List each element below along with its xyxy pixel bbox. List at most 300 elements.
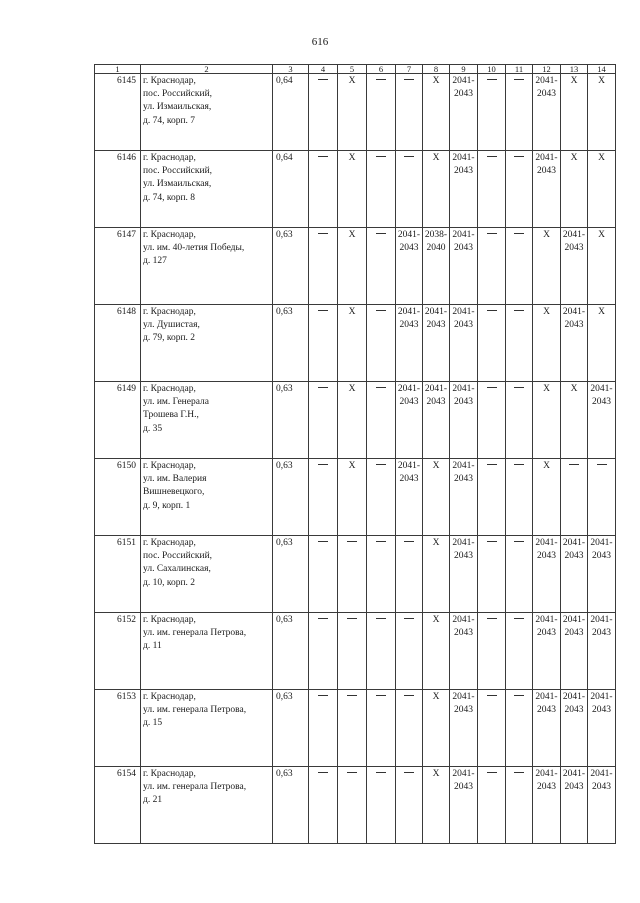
schedule-cell <box>309 690 338 767</box>
cell-text: 2043 <box>454 320 473 331</box>
dash-mark <box>487 464 497 465</box>
schedule-cell <box>309 305 338 382</box>
row-number: 6148 <box>95 305 141 382</box>
dash-mark <box>514 541 524 542</box>
cell-text: 2038- <box>424 230 448 240</box>
cell-text: 2043 <box>454 551 473 562</box>
dash-mark <box>376 618 386 619</box>
cell-text: 2041- <box>535 76 558 86</box>
address-line: ул. им. Валерия <box>143 474 207 485</box>
dash-mark <box>318 695 328 696</box>
column-header-row <box>95 65 616 74</box>
address-line: ул. им. генерала Петрова, <box>143 705 247 716</box>
schedule-cell <box>423 305 450 382</box>
schedule-cell <box>450 74 478 151</box>
row-number: 6146 <box>95 151 141 228</box>
schedule-cell <box>367 613 396 690</box>
schedule-cell <box>588 690 616 767</box>
schedule-cell <box>338 459 367 536</box>
address-line: д. 74, корп. 8 <box>143 192 196 203</box>
dash-mark <box>404 541 414 542</box>
schedule-cell <box>533 459 561 536</box>
cell-text: 2041- <box>424 384 448 394</box>
address-line: г. Краснодар, <box>143 76 196 86</box>
address-line: г. Краснодар, <box>143 461 196 471</box>
schedule-cell <box>338 690 367 767</box>
schedule-cell <box>367 305 396 382</box>
cell-text: 2043 <box>399 397 419 408</box>
schedule-cell <box>533 382 561 459</box>
schedule-cell <box>506 459 533 536</box>
dash-mark <box>376 387 386 388</box>
address-line: г. Краснодар, <box>143 230 196 240</box>
cell-text: 2041- <box>535 769 558 779</box>
cell-text: 2043 <box>537 89 556 100</box>
column-header: 9 <box>450 65 478 74</box>
dash-mark <box>569 464 579 465</box>
schedule-cell <box>367 690 396 767</box>
schedule-cell <box>533 767 561 844</box>
row-number: 6153 <box>95 690 141 767</box>
cell-text: 2041- <box>452 615 475 625</box>
column-header: 10 <box>478 65 506 74</box>
schedule-cell <box>478 228 506 305</box>
cell-text: X <box>432 538 440 548</box>
page-number: 616 <box>311 36 329 48</box>
address-cell <box>141 382 273 459</box>
cell-text: 2043 <box>454 628 473 639</box>
schedule-cell <box>450 690 478 767</box>
value-cell: 0,64 <box>273 74 309 151</box>
cell-text: 2043 <box>454 782 473 793</box>
address-line: д. 127 <box>143 256 167 267</box>
schedule-cell <box>478 767 506 844</box>
schedule-cell <box>309 74 338 151</box>
address-line: д. 74, корп. 7 <box>143 115 196 126</box>
address-cell <box>141 536 273 613</box>
dash-mark <box>376 772 386 773</box>
cell-text: 2043 <box>537 166 556 177</box>
schedule-cell <box>309 536 338 613</box>
value-cell: 0,64 <box>273 151 309 228</box>
cell-text: 2041- <box>562 307 586 317</box>
dash-mark <box>318 387 328 388</box>
cell-text: 2043 <box>564 243 584 254</box>
cell-text: 2043 <box>454 474 473 485</box>
dash-mark <box>487 310 497 311</box>
dash-mark <box>376 695 386 696</box>
address-cell <box>141 74 273 151</box>
dash-mark <box>376 79 386 80</box>
schedule-cell <box>423 74 450 151</box>
row-number: 6151 <box>95 536 141 613</box>
dash-mark <box>318 156 328 157</box>
schedule-cell <box>533 74 561 151</box>
cell-text: 2043 <box>426 320 446 331</box>
column-header: 6 <box>367 65 396 74</box>
cell-text: 2041- <box>590 769 613 779</box>
schedule-cell <box>561 690 588 767</box>
column-header: 12 <box>533 65 561 74</box>
cell-text: 2043 <box>564 782 584 793</box>
cell-text: 2043 <box>537 782 556 793</box>
schedule-cell <box>533 690 561 767</box>
column-header: 7 <box>396 65 423 74</box>
cell-text: X <box>598 153 605 163</box>
schedule-cell <box>309 228 338 305</box>
cell-text: X <box>570 153 578 163</box>
schedule-cell <box>478 382 506 459</box>
schedule-cell <box>367 74 396 151</box>
schedule-cell <box>338 151 367 228</box>
schedule-cell <box>396 74 423 151</box>
schedule-cell <box>506 613 533 690</box>
schedule-cell <box>450 305 478 382</box>
dash-mark <box>318 310 328 311</box>
schedule-cell <box>478 74 506 151</box>
schedule-cell <box>338 228 367 305</box>
schedule-cell <box>450 382 478 459</box>
dash-mark <box>318 79 328 80</box>
value-cell: 0,63 <box>273 613 309 690</box>
address-line: д. 79, корп. 2 <box>143 333 196 344</box>
cell-text: 2041- <box>562 692 586 702</box>
schedule-cell <box>396 690 423 767</box>
cell-text: 2041- <box>535 692 558 702</box>
dash-mark <box>318 233 328 234</box>
schedule-cell <box>423 151 450 228</box>
cell-text: 2041- <box>452 692 475 702</box>
schedule-cell <box>396 536 423 613</box>
column-header: 2 <box>141 65 273 74</box>
cell-text: 2041- <box>452 230 475 240</box>
cell-text: 2043 <box>454 89 473 100</box>
schedule-cell <box>367 151 396 228</box>
schedule-cell <box>450 613 478 690</box>
schedule-cell <box>533 151 561 228</box>
schedule-cell <box>588 613 616 690</box>
cell-text: X <box>432 76 440 86</box>
cell-text: 2041- <box>590 615 613 625</box>
cell-text: X <box>543 384 550 394</box>
address-line: пос. Российский, <box>143 551 213 562</box>
column-header: 5 <box>338 65 367 74</box>
dash-mark <box>514 618 524 619</box>
dash-mark <box>318 464 328 465</box>
schedule-cell <box>561 382 588 459</box>
dash-mark <box>404 156 414 157</box>
cell-text: 2043 <box>454 166 473 177</box>
schedule-cell <box>588 305 616 382</box>
address-cell <box>141 690 273 767</box>
column-header: 11 <box>506 65 533 74</box>
cell-text: X <box>432 461 440 471</box>
dash-mark <box>487 387 497 388</box>
schedule-cell <box>423 382 450 459</box>
cell-text: X <box>348 153 356 163</box>
address-line: ул. Измаильская, <box>143 102 212 113</box>
value-cell: 0,63 <box>273 767 309 844</box>
schedule-cell <box>506 151 533 228</box>
value-cell: 0,63 <box>273 228 309 305</box>
schedule-cell <box>450 536 478 613</box>
dash-mark <box>376 233 386 234</box>
dash-mark <box>487 772 497 773</box>
dash-mark <box>487 79 497 80</box>
schedule-cell <box>338 74 367 151</box>
cell-text: 2041- <box>562 769 586 779</box>
table-row <box>95 151 616 228</box>
cell-text: 2041- <box>397 461 421 471</box>
table-body <box>95 65 616 844</box>
row-number: 6145 <box>95 74 141 151</box>
table-row <box>95 74 616 151</box>
cell-text: 2043 <box>454 705 473 716</box>
dash-mark <box>514 156 524 157</box>
cell-text: 2043 <box>454 243 473 254</box>
cell-text: X <box>432 692 440 702</box>
cell-text: 2043 <box>537 551 556 562</box>
schedule-cell <box>478 690 506 767</box>
dash-mark <box>376 541 386 542</box>
dash-mark <box>347 618 357 619</box>
table-row <box>95 767 616 844</box>
cell-text: 2043 <box>454 397 473 408</box>
schedule-cell <box>423 767 450 844</box>
address-line: д. 21 <box>143 795 163 806</box>
schedule-cell <box>506 74 533 151</box>
cell-text: X <box>598 230 605 240</box>
cell-text: X <box>348 307 356 317</box>
cell-text: X <box>543 461 550 471</box>
cell-text: 2041- <box>452 153 475 163</box>
cell-text: 2041- <box>535 615 558 625</box>
schedule-cell <box>423 536 450 613</box>
schedule-cell <box>450 228 478 305</box>
dash-mark <box>514 387 524 388</box>
dash-mark <box>347 695 357 696</box>
address-line: д. 10, корп. 2 <box>143 577 196 588</box>
table-row <box>95 382 616 459</box>
cell-text: 2041- <box>452 769 475 779</box>
address-line: г. Краснодар, <box>143 307 196 317</box>
column-header: 14 <box>588 65 616 74</box>
schedule-cell <box>309 459 338 536</box>
row-number: 6149 <box>95 382 141 459</box>
schedule-cell <box>588 74 616 151</box>
schedule-cell <box>367 382 396 459</box>
schedule-cell <box>478 305 506 382</box>
schedule-cell <box>506 228 533 305</box>
schedule-cell <box>367 536 396 613</box>
cell-text: 2041- <box>424 307 448 317</box>
cell-text: 2041- <box>397 384 421 394</box>
schedule-cell <box>423 459 450 536</box>
cell-text: 2043 <box>399 320 419 331</box>
cell-text: 2041- <box>452 76 475 86</box>
cell-text: 2041- <box>397 230 421 240</box>
dash-mark <box>318 772 328 773</box>
schedule-cell <box>588 536 616 613</box>
address-line: г. Краснодар, <box>143 769 196 779</box>
address-line: д. 15 <box>143 718 163 729</box>
dash-mark <box>597 464 607 465</box>
schedule-cell <box>338 767 367 844</box>
cell-text: 2041- <box>590 692 613 702</box>
dash-mark <box>404 772 414 773</box>
schedule-cell <box>561 536 588 613</box>
schedule-cell <box>338 305 367 382</box>
cell-text: 2043 <box>592 705 611 716</box>
address-line: д. 9, корп. 1 <box>143 500 191 511</box>
dash-mark <box>347 541 357 542</box>
cell-text: 2043 <box>537 705 556 716</box>
schedule-cell <box>396 613 423 690</box>
schedule-cell <box>309 382 338 459</box>
schedule-cell <box>450 151 478 228</box>
table-row <box>95 613 616 690</box>
cell-text: 2041- <box>590 384 613 394</box>
address-line: г. Краснодар, <box>143 153 196 163</box>
cell-text: X <box>348 76 356 86</box>
address-cell <box>141 459 273 536</box>
schedule-cell <box>533 228 561 305</box>
schedule-cell <box>533 305 561 382</box>
dash-mark <box>376 156 386 157</box>
cell-text: X <box>598 76 605 86</box>
column-header: 1 <box>95 65 141 74</box>
schedule-cell <box>338 382 367 459</box>
schedule-cell <box>423 228 450 305</box>
address-line: д. 11 <box>143 641 162 652</box>
table-row <box>95 228 616 305</box>
cell-text: 2041- <box>562 230 586 240</box>
row-number: 6150 <box>95 459 141 536</box>
cell-text: X <box>348 384 356 394</box>
schedule-cell <box>396 459 423 536</box>
schedule-cell <box>309 613 338 690</box>
dash-mark <box>514 772 524 773</box>
dash-mark <box>487 233 497 234</box>
schedule-table <box>94 64 616 844</box>
cell-text: 2041- <box>397 307 421 317</box>
dash-mark <box>514 464 524 465</box>
schedule-cell <box>478 151 506 228</box>
table-row <box>95 305 616 382</box>
schedule-cell <box>506 305 533 382</box>
schedule-cell <box>506 690 533 767</box>
dash-mark <box>318 541 328 542</box>
cell-text: 2043 <box>564 551 584 562</box>
dash-mark <box>514 79 524 80</box>
dash-mark <box>404 618 414 619</box>
address-cell <box>141 767 273 844</box>
schedule-cell <box>588 151 616 228</box>
cell-text: 2043 <box>592 551 611 562</box>
dash-mark <box>404 695 414 696</box>
dash-mark <box>487 156 497 157</box>
column-header: 13 <box>561 65 588 74</box>
schedule-cell <box>367 767 396 844</box>
schedule-cell <box>396 767 423 844</box>
cell-text: X <box>570 76 578 86</box>
address-cell <box>141 228 273 305</box>
schedule-cell <box>561 767 588 844</box>
address-line: ул. им. генерала Петрова, <box>143 782 247 793</box>
dash-mark <box>376 310 386 311</box>
address-line: г. Краснодар, <box>143 384 196 394</box>
table-row <box>95 536 616 613</box>
value-cell: 0,63 <box>273 459 309 536</box>
cell-text: 2043 <box>564 705 584 716</box>
cell-text: X <box>543 307 550 317</box>
dash-mark <box>514 233 524 234</box>
schedule-cell <box>367 228 396 305</box>
cell-text: 2043 <box>564 628 584 639</box>
cell-text: 2043 <box>592 397 611 408</box>
row-number: 6147 <box>95 228 141 305</box>
row-number: 6154 <box>95 767 141 844</box>
value-cell: 0,63 <box>273 690 309 767</box>
address-line: пос. Российский, <box>143 166 213 177</box>
value-cell: 0,63 <box>273 382 309 459</box>
schedule-cell <box>588 459 616 536</box>
schedule-cell <box>506 767 533 844</box>
schedule-cell <box>423 613 450 690</box>
table-row <box>95 459 616 536</box>
schedule-cell <box>533 613 561 690</box>
schedule-cell <box>561 613 588 690</box>
cell-text: 2041- <box>452 538 475 548</box>
row-number: 6152 <box>95 613 141 690</box>
cell-text: X <box>543 230 550 240</box>
cell-text: 2041- <box>562 615 586 625</box>
cell-text: 2043 <box>592 782 611 793</box>
address-line: г. Краснодар, <box>143 692 196 702</box>
address-line: ул. им. 40-летия Победы, <box>143 243 245 254</box>
value-cell: 0,63 <box>273 536 309 613</box>
cell-text: 2043 <box>399 243 419 254</box>
schedule-cell <box>309 767 338 844</box>
schedule-cell <box>396 382 423 459</box>
schedule-cell <box>396 228 423 305</box>
cell-text: X <box>570 384 578 394</box>
dash-mark <box>376 464 386 465</box>
cell-text: X <box>598 307 605 317</box>
schedule-cell <box>561 459 588 536</box>
address-line: ул. им. Генерала <box>143 397 209 408</box>
schedule-cell <box>450 767 478 844</box>
schedule-cell <box>309 151 338 228</box>
column-header: 4 <box>309 65 338 74</box>
schedule-cell <box>561 151 588 228</box>
schedule-cell <box>478 613 506 690</box>
cell-text: X <box>432 615 440 625</box>
cell-text: 2043 <box>399 474 419 485</box>
table-row <box>95 690 616 767</box>
schedule-cell <box>588 382 616 459</box>
schedule-cell <box>533 536 561 613</box>
address-line: ул. им. генерала Петрова, <box>143 628 247 639</box>
dash-mark <box>318 618 328 619</box>
address-line: г. Краснодар, <box>143 615 196 625</box>
schedule-cell <box>506 382 533 459</box>
cell-text: 2040 <box>426 243 446 254</box>
schedule-cell <box>423 690 450 767</box>
cell-text: 2041- <box>562 538 586 548</box>
schedule-cell <box>561 228 588 305</box>
address-line: Вишневецкого, <box>143 487 205 498</box>
